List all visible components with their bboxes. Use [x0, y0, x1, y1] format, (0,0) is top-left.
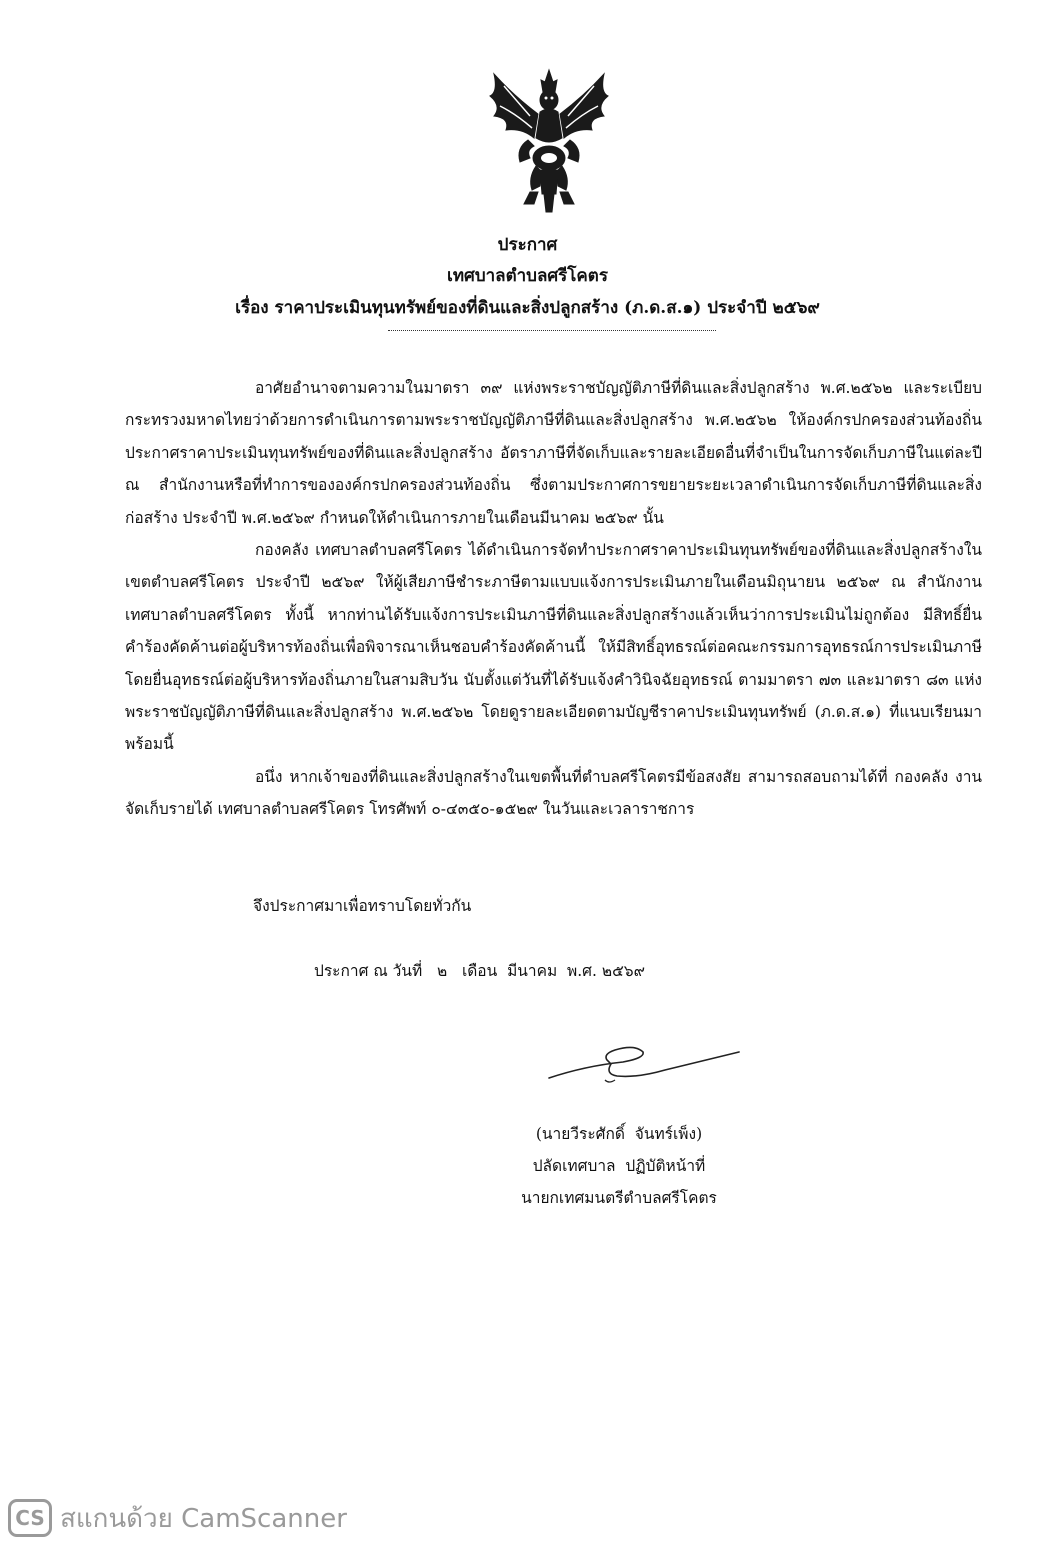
camscanner-watermark — [8, 1498, 347, 1538]
announcement-date: ประกาศ ณ วันที่ ๒ เดือน มีนาคม พ.ศ. ๒๕๖๙ — [314, 962, 646, 980]
issuing-organization: เทศบาลตำบลศรีโคตร — [447, 266, 608, 286]
signatory-acting-title: นายกเทศมนตรีตำบลศรีโคตร — [521, 1189, 717, 1207]
handwritten-signature — [545, 1040, 745, 1090]
announcement-title: ประกาศ — [497, 235, 558, 255]
signatory-position: ปลัดเทศบาล ปฏิบัติหน้าที่ — [532, 1157, 706, 1175]
body-paragraph: กองคลัง เทศบาลตำบลศรีโคตร ได้ดำเนินการจัดทำประกาศราคาประเมินทุนทรัพย์ของที่ดินและสิ่งปลูกสร้างในเขตตำบลศรีโคตร ประจำปี ๒๕๖๙ ให้ผู้เสียภาษีชำระภาษีตามแบบแจ้งการประเมินภายในเดือนมิถุนายน ๒๕๖๙ ณ สำนักงานเทศบาลตำบลศรีโคตร ทั้งนี้ หากท่านได้รับแจ้งการประเมินภาษีที่ดินและสิ่งปลูกสร้างแล้วเห็นว่าการประเมินไม่ถูกต้อง มีสิทธิ์ยื่นคำร้องคัดค้านต่อผู้บริหารท้องถิ่นเพื่อพิจารณาเห็นชอบคำร้องคัดค้านนี้ ให้มีสิทธิ์อุทธรณ์ต่อคณะกรรมการอุทธรณ์การประเมินภาษี โดยยื่นอุทธรณ์ต่อผู้บริหารท้องถิ่นภายในสามสิบวัน นับตั้งแต่วันที่ได้รับแจ้งคำวินิจฉัยอุทธรณ์ ตามมาตรา ๗๓ และมาตรา ๘๓ แห่งพระราชบัญญัติภาษีที่ดินและสิ่งปลูกสร้าง พ.ศ.๒๕๖๒ โดยดูรายละเอียดตามบัญชีราคาประเมินทุนทรัพย์ (ภ.ด.ส.๑) ที่แนบเรียนมาพร้อมนี้ — [125, 541, 982, 754]
header-divider — [388, 330, 716, 331]
signatory-block — [480, 1118, 758, 1214]
body-paragraph: อนึ่ง หากเจ้าของที่ดินและสิ่งปลูกสร้างในเขตพื้นที่ตำบลศรีโคตรมีข้อสงสัย สามารถสอบถามได้ที่ กองคลัง งานจัดเก็บรายได้ เทศบาลตำบลศรีโคตร โทรศัพท์ ๐-๔๓๕๐-๑๕๒๙ ในวันและเวลาราชการ — [125, 767, 982, 819]
camscanner-text: สแกนด้วย CamScanner — [60, 1503, 347, 1534]
body-paragraph: อาศัยอำนาจตามความในมาตรา ๓๙ แห่งพระราชบัญญัติภาษีที่ดินและสิ่งปลูกสร้าง พ.ศ.๒๕๖๒ และระเบียบกระทรวงมหาดไทยว่าด้วยการดำเนินการตามพระราชบัญญัติภาษีที่ดินและสิ่งปลูกสร้าง พ.ศ.๒๕๖๒ ให้องค์กรปกครองส่วนท้องถิ่นประกาศราคาประเมินทุนทรัพย์ของที่ดินและสิ่งปลูกสร้าง อัตราภาษีที่จัดเก็บและรายละเอียดอื่นที่จำเป็นในการจัดเก็บภาษีในแต่ละปี ณ สำนักงานหรือที่ทำการขององค์กรปกครองส่วนท้องถิ่น ซึ่งตามประกาศการขยายระยะเวลาดำเนินการจัดเก็บภาษีที่ดินและสิ่งก่อสร้าง ประจำปี พ.ศ.๒๕๖๙ กำหนดให้ดำเนินการภายในเดือนมีนาคม ๒๕๖๙ นั้น — [125, 379, 982, 527]
announcement-body — [125, 372, 982, 826]
announcement-subject: เรื่อง ราคาประเมินทุนทรัพย์ของที่ดินและสิ่งปลูกสร้าง (ภ.ด.ส.๑) ประจำปี ๒๕๖๙ — [235, 298, 820, 318]
garuda-emblem-icon — [484, 66, 614, 216]
camscanner-logo-icon: CS — [8, 1499, 52, 1537]
closing-statement: จึงประกาศมาเพื่อทราบโดยทั่วกัน — [253, 897, 472, 915]
signatory-name: (นายวีระศักดิ์ จันทร์เพ็ง) — [535, 1125, 703, 1143]
